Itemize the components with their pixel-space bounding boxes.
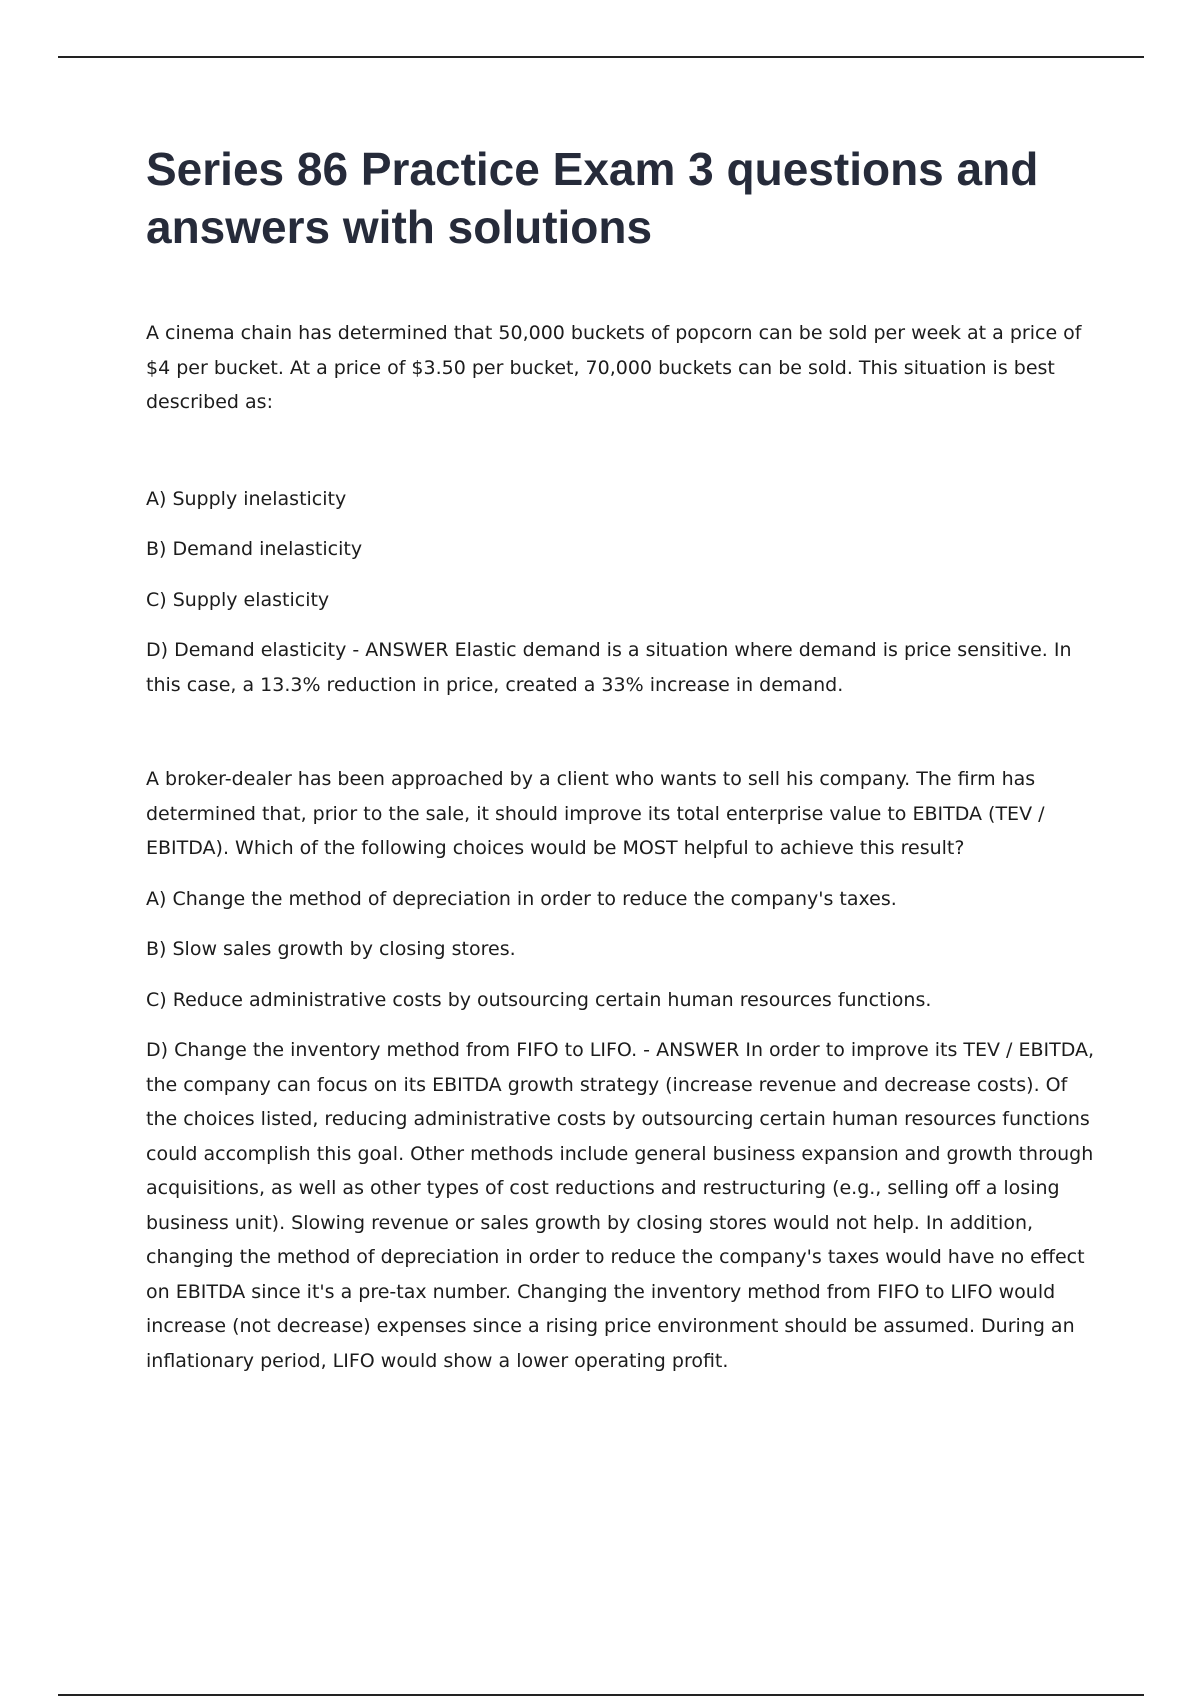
question-1-stem: A cinema chain has determined that 50,000 buckets of popcorn can be sold per week at a price of $4 per bucket. At a price of $3.50 per bucket, 70,000 buckets can be sold. This situation is best described as: bbox=[146, 322, 1082, 413]
question-2 bbox=[146, 762, 1096, 1378]
question-2-stem: A broker-dealer has been approached by a client who wants to sell his company. The firm has determined that, prior to the sale, it should improve its total enterprise value to EBITDA (TEV / EBITDA). Which of the following choices would be MOST helpful to achieve this result? bbox=[146, 768, 1045, 859]
footer-rule bbox=[58, 1694, 1144, 1696]
question-2-option-b: B) Slow sales growth by closing stores. bbox=[146, 938, 516, 960]
question-2-option-d-answer: D) Change the inventory method from FIFO to LIFO. - ANSWER In order to improve its TEV / EBITDA, the company can focus on its EBITDA growth strategy (increase revenue and decrease costs). Of the choices listed, reducing administrative costs by outsourcing certain human resources functions could accomplish this goal. Other methods include general business expansion and growth through acquisitions, as well as other types of cost reductions and restructuring (e.g., selling off a losing business unit). Slowing revenue or sales growth by closing stores would not help. In addition, changing the method of depreciation in order to reduce the company's taxes would have no effect on EBITDA since it's a pre-tax number. Changing the inventory method from FIFO to LIFO would increase (not decrease) expenses since a rising price environment should be assumed. During an inflationary period, LIFO would show a lower operating profit. bbox=[146, 1039, 1095, 1372]
document-title: Series 86 Practice Exam 3 questions and answers with solutions bbox=[146, 143, 1039, 253]
question-1-option-a: A) Supply inelasticity bbox=[146, 487, 347, 510]
question-1-option-d-answer: D) Demand elasticity - ANSWER Elastic demand is a situation where demand is price sensitive. In this case, a 13.3% reduction in price, created a 33% increase in demand. bbox=[146, 639, 1072, 696]
question-1-option-c: C) Supply elasticity bbox=[146, 588, 330, 611]
question-1 bbox=[146, 316, 1096, 702]
question-1-option-b: B) Demand inelasticity bbox=[146, 538, 363, 560]
document-body bbox=[146, 140, 1096, 1378]
header-rule bbox=[58, 56, 1144, 58]
question-2-option-c: C) Reduce administrative costs by outsourcing certain human resources functions. bbox=[146, 988, 932, 1011]
question-2-option-a: A) Change the method of depreciation in order to reduce the company's taxes. bbox=[146, 887, 897, 910]
